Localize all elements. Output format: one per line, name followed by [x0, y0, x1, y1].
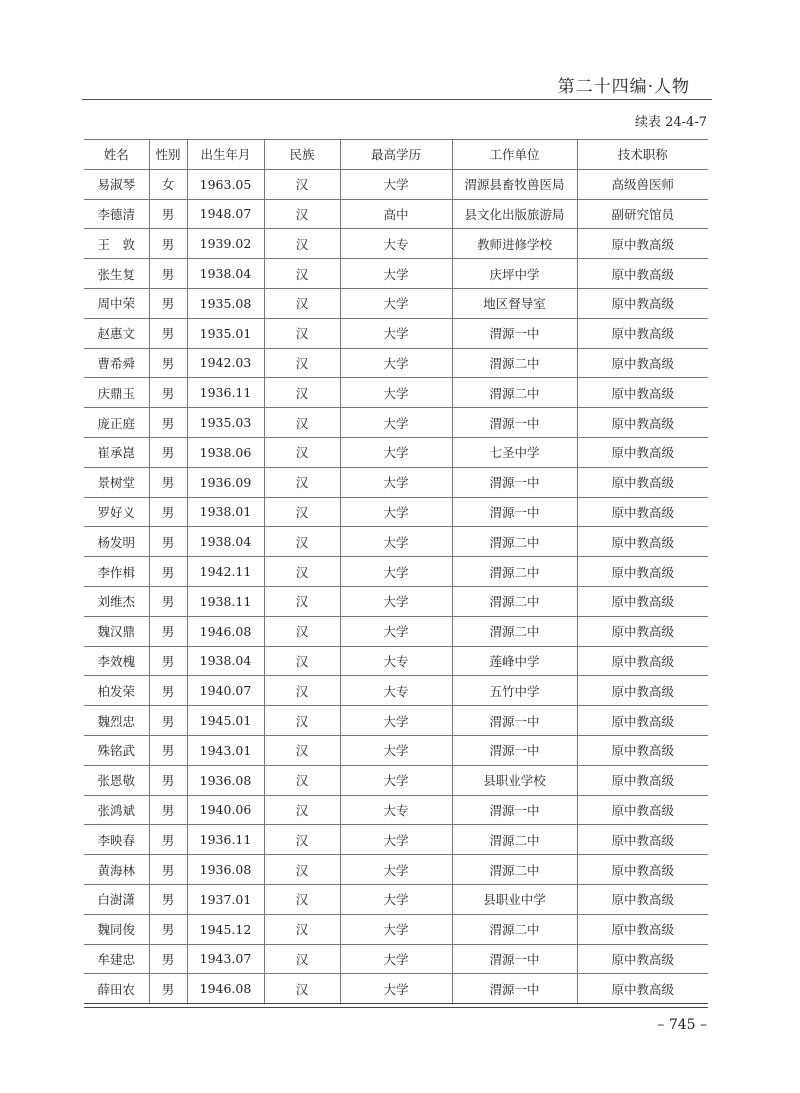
cell-education: 大学 [340, 169, 452, 199]
column-header-ethnicity: 民族 [264, 140, 340, 170]
cell-gender: 男 [149, 825, 187, 855]
cell-title: 原中教高级 [577, 706, 708, 736]
cell-name: 李映春 [84, 825, 149, 855]
cell-education: 大专 [340, 795, 452, 825]
cell-education: 高中 [340, 199, 452, 229]
cell-birth-date: 1936.11 [187, 825, 264, 855]
cell-education: 大学 [340, 586, 452, 616]
cell-workplace: 渭源一中 [452, 735, 577, 765]
cell-ethnicity: 汉 [264, 527, 340, 557]
table-row [84, 914, 708, 944]
cell-name: 白澍潇 [84, 884, 149, 914]
cell-birth-date: 1942.11 [187, 557, 264, 587]
column-header-gender: 性别 [149, 140, 187, 170]
cell-title: 原中教高级 [577, 378, 708, 408]
cell-name: 张生复 [84, 259, 149, 289]
table-row [84, 855, 708, 885]
cell-education: 大学 [340, 735, 452, 765]
cell-name: 景树堂 [84, 467, 149, 497]
cell-ethnicity: 汉 [264, 765, 340, 795]
cell-title: 高级兽医师 [577, 169, 708, 199]
cell-title: 原中教高级 [577, 825, 708, 855]
cell-ethnicity: 汉 [264, 974, 340, 1004]
cell-workplace: 渭源二中 [452, 527, 577, 557]
table-row [84, 974, 708, 1004]
cell-name: 杨发明 [84, 527, 149, 557]
cell-title: 原中教高级 [577, 437, 708, 467]
cell-gender: 男 [149, 706, 187, 736]
column-header-title: 技术职称 [577, 140, 708, 170]
cell-gender: 男 [149, 259, 187, 289]
header-divider [82, 99, 712, 100]
cell-workplace: 渭源二中 [452, 586, 577, 616]
table-row [84, 288, 708, 318]
cell-name: 牟建忠 [84, 944, 149, 974]
cell-workplace: 教师进修学校 [452, 229, 577, 259]
cell-title: 原中教高级 [577, 974, 708, 1004]
cell-title: 原中教高级 [577, 408, 708, 438]
cell-birth-date: 1948.07 [187, 199, 264, 229]
cell-gender: 男 [149, 437, 187, 467]
cell-title: 原中教高级 [577, 288, 708, 318]
cell-workplace: 渭源一中 [452, 795, 577, 825]
cell-workplace: 渭源一中 [452, 974, 577, 1004]
cell-title: 原中教高级 [577, 616, 708, 646]
table-row [84, 944, 708, 974]
table-row [84, 169, 708, 199]
table-body [84, 169, 708, 1003]
cell-ethnicity: 汉 [264, 735, 340, 765]
cell-name: 王 敦 [84, 229, 149, 259]
cell-education: 大学 [340, 557, 452, 587]
table-row [84, 437, 708, 467]
table-row [84, 557, 708, 587]
cell-ethnicity: 汉 [264, 288, 340, 318]
cell-title: 原中教高级 [577, 527, 708, 557]
cell-title: 副研究馆员 [577, 199, 708, 229]
cell-education: 大学 [340, 497, 452, 527]
table-row [84, 616, 708, 646]
cell-title: 原中教高级 [577, 467, 708, 497]
cell-education: 大学 [340, 974, 452, 1004]
cell-gender: 男 [149, 527, 187, 557]
cell-gender: 男 [149, 795, 187, 825]
cell-education: 大专 [340, 229, 452, 259]
cell-education: 大学 [340, 914, 452, 944]
cell-ethnicity: 汉 [264, 199, 340, 229]
cell-birth-date: 1935.01 [187, 318, 264, 348]
cell-ethnicity: 汉 [264, 437, 340, 467]
cell-name: 周中荣 [84, 288, 149, 318]
cell-name: 庞正庭 [84, 408, 149, 438]
table-row [84, 259, 708, 289]
column-header-education: 最高学历 [340, 140, 452, 170]
cell-workplace: 渭源二中 [452, 557, 577, 587]
table-header-row [84, 140, 708, 170]
cell-name: 李作楫 [84, 557, 149, 587]
cell-ethnicity: 汉 [264, 706, 340, 736]
cell-birth-date: 1936.09 [187, 467, 264, 497]
column-header-name: 姓名 [84, 140, 149, 170]
cell-birth-date: 1938.11 [187, 586, 264, 616]
cell-workplace: 县职业中学 [452, 884, 577, 914]
table-row [84, 735, 708, 765]
cell-workplace: 县文化出版旅游局 [452, 199, 577, 229]
cell-birth-date: 1946.08 [187, 974, 264, 1004]
cell-workplace: 渭源一中 [452, 497, 577, 527]
cell-gender: 男 [149, 408, 187, 438]
cell-workplace: 渭源二中 [452, 348, 577, 378]
table-row [84, 378, 708, 408]
cell-gender: 男 [149, 676, 187, 706]
cell-birth-date: 1942.03 [187, 348, 264, 378]
cell-ethnicity: 汉 [264, 318, 340, 348]
cell-birth-date: 1943.01 [187, 735, 264, 765]
cell-title: 原中教高级 [577, 497, 708, 527]
cell-title: 原中教高级 [577, 229, 708, 259]
cell-birth-date: 1943.07 [187, 944, 264, 974]
cell-ethnicity: 汉 [264, 855, 340, 885]
cell-name: 魏汉鼎 [84, 616, 149, 646]
cell-name: 庆鼎玉 [84, 378, 149, 408]
cell-birth-date: 1936.08 [187, 855, 264, 885]
cell-gender: 男 [149, 616, 187, 646]
cell-name: 黄海林 [84, 855, 149, 885]
cell-workplace: 渭源一中 [452, 318, 577, 348]
table-row [84, 706, 708, 736]
cell-birth-date: 1938.06 [187, 437, 264, 467]
cell-education: 大学 [340, 378, 452, 408]
cell-birth-date: 1936.08 [187, 765, 264, 795]
cell-name: 赵惠文 [84, 318, 149, 348]
cell-workplace: 五竹中学 [452, 676, 577, 706]
table-row [84, 825, 708, 855]
cell-ethnicity: 汉 [264, 557, 340, 587]
cell-ethnicity: 汉 [264, 378, 340, 408]
page-number: – 745 – [657, 1017, 707, 1033]
cell-education: 大学 [340, 348, 452, 378]
cell-ethnicity: 汉 [264, 795, 340, 825]
cell-birth-date: 1935.03 [187, 408, 264, 438]
cell-ethnicity: 汉 [264, 914, 340, 944]
cell-birth-date: 1935.08 [187, 288, 264, 318]
cell-gender: 男 [149, 586, 187, 616]
cell-ethnicity: 汉 [264, 825, 340, 855]
cell-gender: 男 [149, 199, 187, 229]
cell-workplace: 渭源二中 [452, 616, 577, 646]
cell-title: 原中教高级 [577, 855, 708, 885]
cell-gender: 男 [149, 348, 187, 378]
cell-workplace: 渭源二中 [452, 914, 577, 944]
cell-education: 大学 [340, 884, 452, 914]
cell-name: 张恩敬 [84, 765, 149, 795]
cell-education: 大学 [340, 437, 452, 467]
column-header-birth-date: 出生年月 [187, 140, 264, 170]
cell-ethnicity: 汉 [264, 616, 340, 646]
table-row [84, 348, 708, 378]
cell-birth-date: 1938.04 [187, 646, 264, 676]
cell-birth-date: 1936.11 [187, 378, 264, 408]
cell-education: 大学 [340, 259, 452, 289]
cell-birth-date: 1946.08 [187, 616, 264, 646]
cell-ethnicity: 汉 [264, 497, 340, 527]
cell-workplace: 渭源一中 [452, 467, 577, 497]
cell-gender: 男 [149, 497, 187, 527]
table-row [84, 199, 708, 229]
cell-title: 原中教高级 [577, 318, 708, 348]
cell-gender: 男 [149, 229, 187, 259]
cell-ethnicity: 汉 [264, 408, 340, 438]
cell-gender: 男 [149, 557, 187, 587]
cell-education: 大学 [340, 616, 452, 646]
cell-gender: 男 [149, 974, 187, 1004]
table-row [84, 497, 708, 527]
table-row [84, 884, 708, 914]
cell-ethnicity: 汉 [264, 676, 340, 706]
cell-name: 李效槐 [84, 646, 149, 676]
cell-title: 原中教高级 [577, 348, 708, 378]
cell-workplace: 莲峰中学 [452, 646, 577, 676]
cell-ethnicity: 汉 [264, 229, 340, 259]
table-row [84, 676, 708, 706]
cell-ethnicity: 汉 [264, 348, 340, 378]
cell-workplace: 县职业学校 [452, 765, 577, 795]
cell-gender: 男 [149, 914, 187, 944]
table-row [84, 408, 708, 438]
cell-ethnicity: 汉 [264, 944, 340, 974]
cell-title: 原中教高级 [577, 557, 708, 587]
cell-workplace: 渭源二中 [452, 825, 577, 855]
cell-name: 崔承崑 [84, 437, 149, 467]
cell-education: 大学 [340, 467, 452, 497]
cell-name: 魏烈忠 [84, 706, 149, 736]
cell-gender: 男 [149, 944, 187, 974]
cell-gender: 男 [149, 646, 187, 676]
cell-workplace: 渭源县畜牧兽医局 [452, 169, 577, 199]
cell-workplace: 渭源一中 [452, 706, 577, 736]
cell-education: 大学 [340, 318, 452, 348]
cell-education: 大学 [340, 288, 452, 318]
cell-birth-date: 1940.06 [187, 795, 264, 825]
cell-workplace: 庆坪中学 [452, 259, 577, 289]
cell-birth-date: 1938.04 [187, 259, 264, 289]
cell-gender: 男 [149, 318, 187, 348]
cell-education: 大学 [340, 706, 452, 736]
cell-birth-date: 1939.02 [187, 229, 264, 259]
cell-title: 原中教高级 [577, 646, 708, 676]
cell-gender: 男 [149, 288, 187, 318]
cell-name: 刘维杰 [84, 586, 149, 616]
chapter-title: 第二十四编·人物 [557, 77, 690, 97]
cell-gender: 男 [149, 884, 187, 914]
cell-birth-date: 1938.01 [187, 497, 264, 527]
cell-workplace: 地区督导室 [452, 288, 577, 318]
cell-ethnicity: 汉 [264, 586, 340, 616]
cell-gender: 男 [149, 765, 187, 795]
table-row [84, 795, 708, 825]
cell-birth-date: 1945.12 [187, 914, 264, 944]
cell-title: 原中教高级 [577, 676, 708, 706]
cell-title: 原中教高级 [577, 259, 708, 289]
table-row [84, 527, 708, 557]
cell-birth-date: 1937.01 [187, 884, 264, 914]
cell-birth-date: 1938.04 [187, 527, 264, 557]
table-row [84, 318, 708, 348]
cell-title: 原中教高级 [577, 884, 708, 914]
cell-name: 柏发荣 [84, 676, 149, 706]
cell-gender: 男 [149, 855, 187, 885]
cell-birth-date: 1940.07 [187, 676, 264, 706]
cell-education: 大专 [340, 646, 452, 676]
cell-education: 大学 [340, 855, 452, 885]
table-row [84, 646, 708, 676]
table-row [84, 765, 708, 795]
table-row [84, 467, 708, 497]
cell-workplace: 渭源二中 [452, 378, 577, 408]
cell-gender: 男 [149, 467, 187, 497]
cell-education: 大专 [340, 676, 452, 706]
cell-title: 原中教高级 [577, 586, 708, 616]
table-row [84, 229, 708, 259]
cell-gender: 男 [149, 735, 187, 765]
cell-name: 张鸿斌 [84, 795, 149, 825]
cell-workplace: 渭源二中 [452, 855, 577, 885]
cell-workplace: 七圣中学 [452, 437, 577, 467]
cell-education: 大学 [340, 944, 452, 974]
cell-workplace: 渭源一中 [452, 944, 577, 974]
cell-education: 大学 [340, 527, 452, 557]
cell-ethnicity: 汉 [264, 646, 340, 676]
cell-workplace: 渭源一中 [452, 408, 577, 438]
cell-gender: 女 [149, 169, 187, 199]
cell-title: 原中教高级 [577, 914, 708, 944]
cell-name: 殊铭武 [84, 735, 149, 765]
cell-title: 原中教高级 [577, 765, 708, 795]
cell-education: 大学 [340, 765, 452, 795]
cell-ethnicity: 汉 [264, 884, 340, 914]
cell-name: 罗好义 [84, 497, 149, 527]
personnel-table [84, 139, 708, 1004]
cell-name: 李德清 [84, 199, 149, 229]
cell-name: 曹希舜 [84, 348, 149, 378]
cell-name: 易淑琴 [84, 169, 149, 199]
cell-title: 原中教高级 [577, 944, 708, 974]
cell-gender: 男 [149, 378, 187, 408]
cell-birth-date: 1963.05 [187, 169, 264, 199]
personnel-table-container [84, 139, 708, 1004]
column-header-workplace: 工作单位 [452, 140, 577, 170]
cell-title: 原中教高级 [577, 735, 708, 765]
cell-name: 魏同俊 [84, 914, 149, 944]
cell-education: 大学 [340, 825, 452, 855]
cell-education: 大学 [340, 408, 452, 438]
table-row [84, 586, 708, 616]
cell-birth-date: 1945.01 [187, 706, 264, 736]
cell-ethnicity: 汉 [264, 259, 340, 289]
table-caption: 续表 24-4-7 [634, 115, 707, 130]
cell-title: 原中教高级 [577, 795, 708, 825]
cell-ethnicity: 汉 [264, 169, 340, 199]
cell-name: 薛田农 [84, 974, 149, 1004]
cell-ethnicity: 汉 [264, 467, 340, 497]
